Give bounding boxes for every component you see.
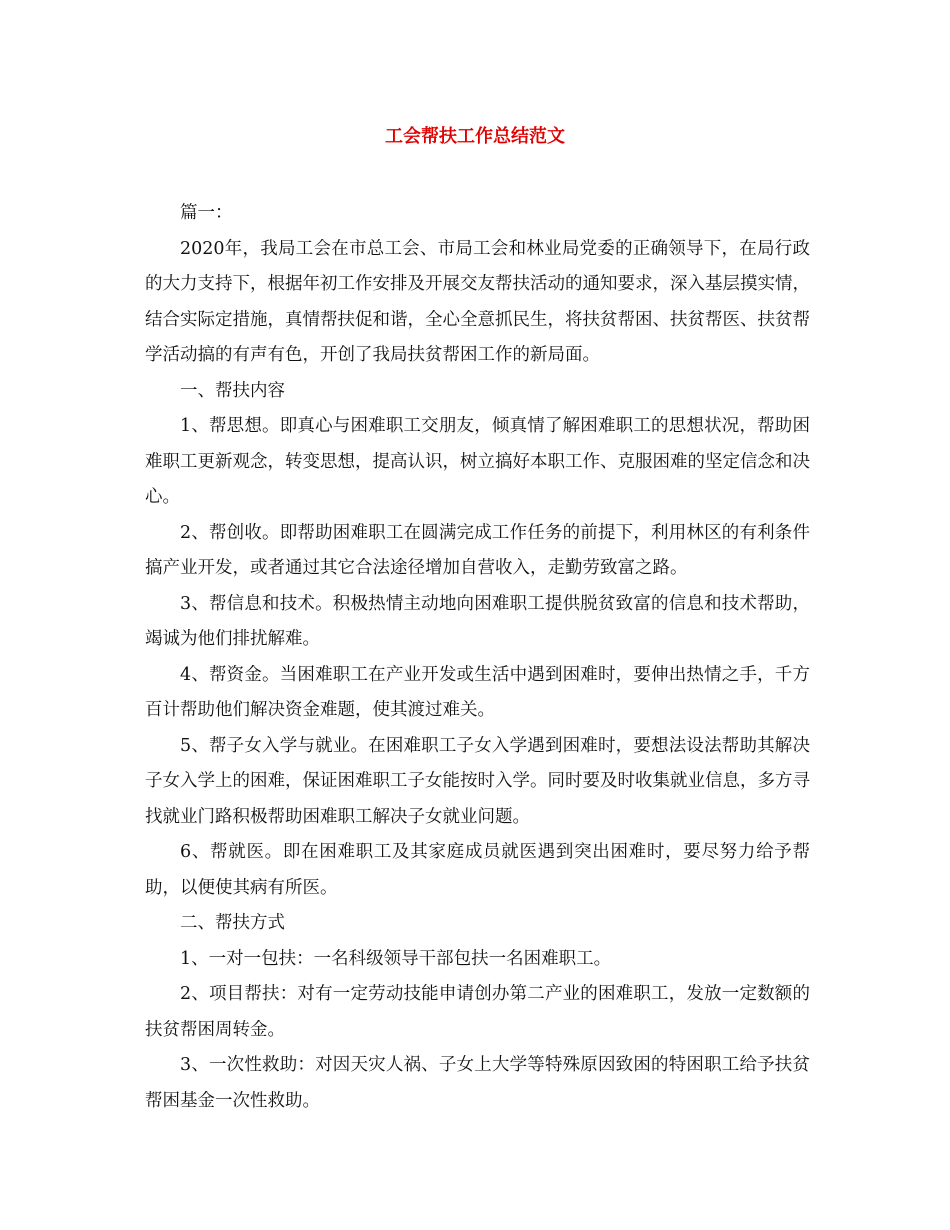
intro-paragraph: 2020年，我局工会在市总工会、市局工会和林业局党委的正确领导下，在局行政的大力支持下，根据年初工作安排及开展交友帮扶活动的通知要求，深入基层摸实情，结合实际定措施，真情帮扶促和谐，全心全意抓民生，将扶贫帮困、扶贫帮医、扶贫帮学活动搞的有声有色，开创了我局扶贫帮困工作的新局面。 [145,238,810,365]
method-project: 2、项目帮扶：对有一定劳动技能申请创办第二产业的困难职工，发放一定数额的扶贫帮困周转金。 [145,984,810,1040]
heading-help-methods: 二、帮扶方式 [180,913,285,933]
item-help-thinking: 1、帮思想。即真心与困难职工交朋友，倾真情了解困难职工的思想状况，帮助困难职工更新观念，转变思想，提高认识，树立搞好本职工作、克服困难的坚定信念和决心。 [145,416,810,507]
method-one-on-one: 1、一对一包扶：一名科级领导干部包扶一名困难职工。 [180,948,612,969]
method-one-time-relief: 3、一次性救助：对因天灾人祸、子女上大学等特殊原因致困的特困职工给予扶贫帮困基金一次性救助。 [145,1055,810,1111]
document-title: 工会帮扶工作总结范文 [385,126,565,147]
item-help-medical: 6、帮就医。即在困难职工及其家庭成员就医遇到突出困难时，要尽努力给予帮助，以便使其病有所医。 [145,842,810,898]
item-help-income: 2、帮创收。即帮助困难职工在圆满完成工作任务的前提下，利用林区的有利条件搞产业开发，或者通过其它合法途径增加自营收入，走勤劳致富之路。 [145,522,810,578]
item-help-funds: 4、帮资金。当困难职工在产业开发或生活中遇到困难时，要伸出热情之手，千方百计帮助他们解决资金难题，使其渡过难关。 [145,664,810,720]
heading-help-content: 一、帮扶内容 [180,380,285,401]
section-label-part-one: 篇一： [180,203,233,223]
item-help-children: 5、帮子女入学与就业。在困难职工子女入学遇到困难时，要想法设法帮助其解决子女入学上的困难，保证困难职工子女能按时入学。同时要及时收集就业信息，多方寻找就业门路积极帮助困难职工解决子女就业问题。 [145,735,810,827]
document-body [145,196,810,1119]
item-help-info-tech: 3、帮信息和技术。积极热情主动地向困难职工提供脱贫致富的信息和技术帮助，竭诚为他们排扰解难。 [145,593,810,649]
